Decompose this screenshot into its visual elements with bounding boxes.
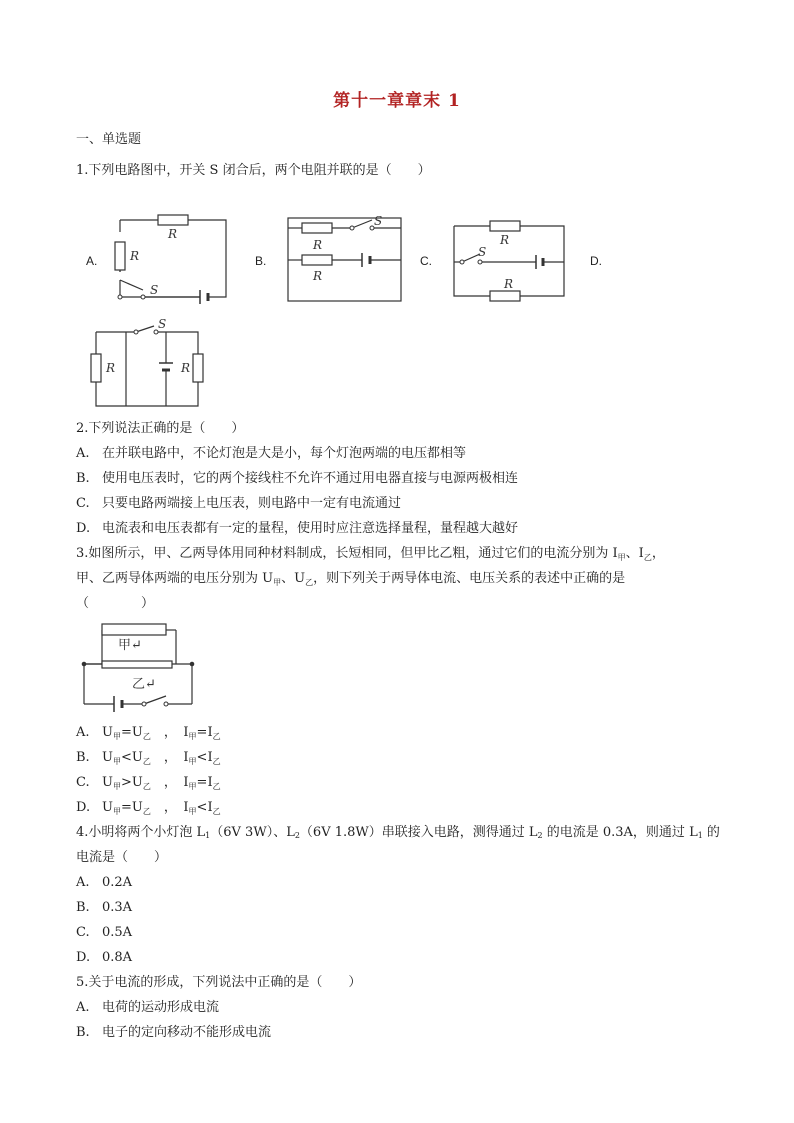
circuit-b-s: S <box>374 214 383 228</box>
circuit-c-diagram <box>448 212 573 307</box>
q1-label-a: A. <box>86 254 98 268</box>
q2-option-b: B. 使用电压表时，它的两个接线柱不允许不通过用电器直接与电源两极相连 <box>76 471 519 486</box>
q4-option-c: C. 0.5A <box>76 925 133 940</box>
q1-label-b: B. <box>255 254 267 268</box>
circuit-a-r2: R <box>130 249 140 263</box>
q3-label-yi: 乙↵ <box>132 677 156 692</box>
q3-stem-line1: 3.如图所示，甲、乙两导体用同种材料制成，长短相同，但甲比乙粗，通过它们的电流分别为 $I_甲$、$I_乙$， <box>76 546 665 562</box>
q3-option-c: C. $U_甲>U_乙$ ， $I_甲=I_乙$ <box>76 775 221 791</box>
circuit-c-r2: R <box>504 277 514 291</box>
q3-option-a: A. $U_甲=U_乙$ ， $I_甲=I_乙$ <box>76 725 221 741</box>
q1-label-c: C. <box>420 254 432 268</box>
circuit-a-r1: R <box>168 227 178 241</box>
q4-stem-line2: 电流是（ ） <box>76 850 168 865</box>
circuit-d-diagram <box>86 318 211 413</box>
q4-option-a: A. 0.2A <box>76 875 133 890</box>
circuit-c-s: S <box>478 245 487 259</box>
circuit-d-r1: R <box>106 361 116 375</box>
q4-option-d: D. 0.8A <box>76 950 133 965</box>
q3-circuit-diagram <box>80 620 205 720</box>
q3-stem-line2: 甲、乙两导体两端的电压分别为 $U_甲$、$U_乙$，则下列关于两导体电流、电压关系的表述中正确的是 <box>76 571 626 587</box>
circuit-b-diagram <box>282 212 407 307</box>
q3-option-b: B. $U_甲<U_乙$ ， $I_甲<I_乙$ <box>76 750 221 766</box>
q5-option-b: B. 电子的定向移动不能形成电流 <box>76 1025 272 1040</box>
circuit-d-r2: R <box>181 361 191 375</box>
q2-option-d: D. 电流表和电压表都有一定的量程，使用时应注意选择量程，量程越大越好 <box>76 521 519 536</box>
circuit-b-r1: R <box>313 238 323 252</box>
page-title: 第十一章章末 1 <box>333 91 461 111</box>
q3-stem-line3: （ ） <box>76 596 155 611</box>
q2-stem: 2.下列说法正确的是（ ） <box>76 421 245 436</box>
q1-stem: 1.下列电路图中，开关 S 闭合后，两个电阻并联的是（ ） <box>76 163 431 178</box>
q3-option-d: D. $U_甲=U_乙$ ， $I_甲<I_乙$ <box>76 800 221 816</box>
q5-stem: 5.关于电流的形成，下列说法中正确的是（ ） <box>76 975 362 990</box>
circuit-a-diagram <box>108 212 233 307</box>
circuit-d-s: S <box>158 318 167 331</box>
q1-label-d: D. <box>590 254 602 268</box>
q4-stem-line1: 4.小明将两个小灯泡 L1（6V 3W）、L2（6V 1.8W）串联接入电路，测得通过 L2 的电流是 0.3A，则通过 L1 的 <box>76 825 720 840</box>
circuit-b-r2: R <box>313 269 323 283</box>
q2-option-a: A. 在并联电路中，不论灯泡是大是小，每个灯泡两端的电压都相等 <box>76 446 467 461</box>
section-heading: 一、单选题 <box>76 132 142 147</box>
q5-option-a: A. 电荷的运动形成电流 <box>76 1000 220 1015</box>
circuit-c-r1: R <box>500 233 510 247</box>
q3-label-jia: 甲↵ <box>118 638 142 653</box>
circuit-a-s: S <box>150 283 159 297</box>
q2-option-c: C. 只要电路两端接上电压表，则电路中一定有电流通过 <box>76 496 402 511</box>
q4-option-b: B. 0.3A <box>76 900 133 915</box>
